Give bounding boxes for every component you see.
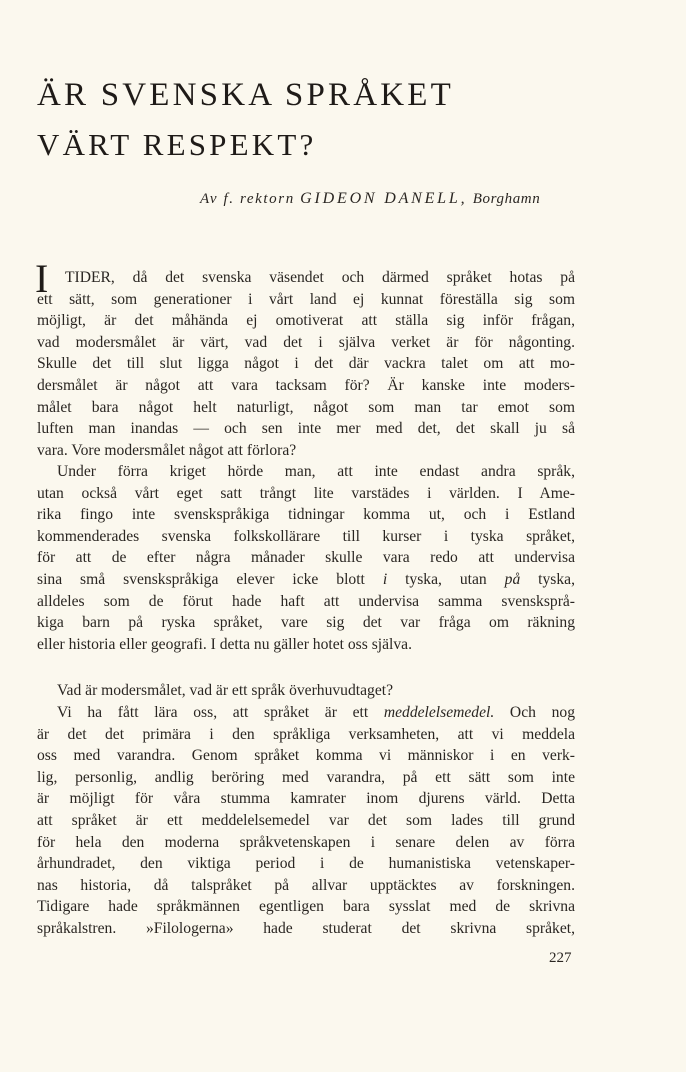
- text-line: [37, 569, 575, 591]
- text-line: kommenderades svenska folkskollärare till kurser i tyska språket,: [37, 527, 575, 545]
- text-segment: tyska,: [520, 570, 575, 588]
- text-line: språkalstren. »Filologerna» hade studerat det skrivna språket,: [37, 919, 575, 937]
- text-line: [37, 702, 575, 724]
- text-line: luften man inandas — och sen inte mer med det, det skall ju så: [37, 420, 575, 438]
- emphasis-pa: på: [504, 570, 521, 588]
- text-line: Under förra kriget hörde man, att inte endast andra språk,: [57, 463, 575, 480]
- byline-author: GIDEON DANELL,: [300, 190, 468, 207]
- text-line: vad modersmålet är värt, vad det i själva verket är för någonting.: [37, 333, 575, 351]
- text-line: kiga barn på ryska språket, vare sig det var fråga om räkning: [37, 614, 575, 632]
- emphasis-i: i: [382, 570, 388, 588]
- text-line: TIDER, då det svenska väsendet och därmed språket hotas på: [65, 269, 575, 286]
- text-line: är det det primära i den språkliga verksamheten, att vi meddela: [37, 725, 575, 743]
- text-line: Vad är modersmålet, vad är ett språk överhuvudtaget?: [57, 682, 394, 699]
- text-line: utan också vårt eget satt trångt lite varstädes i världen. I Ame-: [37, 484, 575, 502]
- byline: [200, 190, 620, 208]
- text-line: rika fingo inte svenskspråkiga tidningar komma ut, och i Estland: [37, 506, 575, 524]
- drop-cap: I: [35, 256, 49, 301]
- text-line: möjligt, är det måhända ej omotiverat att ställa sig inför frågan,: [37, 312, 575, 330]
- paragraph-1: [37, 267, 575, 461]
- text-line: alldeles som de förut hade haft att undervisa samma svensksprå-: [37, 592, 575, 610]
- text-line: dersmålet är något att vara tacksam för? Är kanske inte moders-: [37, 376, 575, 394]
- text-line: målet bara något helt naturligt, något som man tar emot som: [37, 398, 575, 416]
- text-segment: Och nog: [494, 704, 575, 721]
- page-number: 227: [549, 950, 572, 966]
- text-line: eller historia eller geografi. I detta nu gäller hotet oss själva.: [37, 635, 412, 653]
- text-line: vara. Vore modersmålet något att förlora?: [37, 441, 297, 459]
- article-title-line-2: VÄRT RESPEKT?: [37, 127, 317, 162]
- article-title-line-1: ÄR SVENSKA SPRÅKET: [37, 77, 455, 113]
- text-line: nas historia, då talspråket på allvar upptäcktes av forskningen.: [37, 876, 575, 894]
- text-segment: sina små svenskspråkiga elever icke blott: [37, 570, 383, 588]
- text-segment: tyska, utan: [387, 570, 505, 588]
- paragraph-4: [37, 702, 575, 940]
- emphasis-meddelelsemedel: meddelelsemedel.: [383, 704, 495, 721]
- byline-prefix: Av f. rektorn: [200, 191, 295, 207]
- text-line: är möjligt för våra stumma kamrater inom djurens värld. Detta: [37, 790, 575, 808]
- text-segment: Vi ha fått lära oss, att språket är ett: [57, 704, 384, 721]
- paragraph-3: [37, 680, 575, 702]
- text-line: Tidigare hade språkmännen egentligen bara sysslat med de skrivna: [37, 898, 575, 916]
- text-line: Skulle det till slut ligga något i det där vackra talet om att mo-: [37, 355, 575, 373]
- text-line: lig, personlig, andlig beröring med varandra, på ett sätt som inte: [37, 768, 575, 786]
- text-line: ett sätt, som generationer i vårt land ej kunnat föreställa sig som: [37, 290, 575, 308]
- byline-place: Borghamn: [472, 191, 541, 207]
- text-line: för att de efter några månader skulle vara redo att undervisa: [37, 549, 575, 567]
- text-line: för hela den moderna språkvetenskapen i senare delen av förra: [37, 833, 575, 851]
- text-line: oss med varandra. Genom språket komma vi människor i en verk-: [37, 747, 575, 765]
- text-line: att språket är ett meddelelsemedel var det som lades till grund: [37, 811, 575, 829]
- text-line: århundradet, den viktiga period i de humanistiska vetenskaper-: [37, 855, 575, 873]
- paragraph-2: [37, 461, 575, 655]
